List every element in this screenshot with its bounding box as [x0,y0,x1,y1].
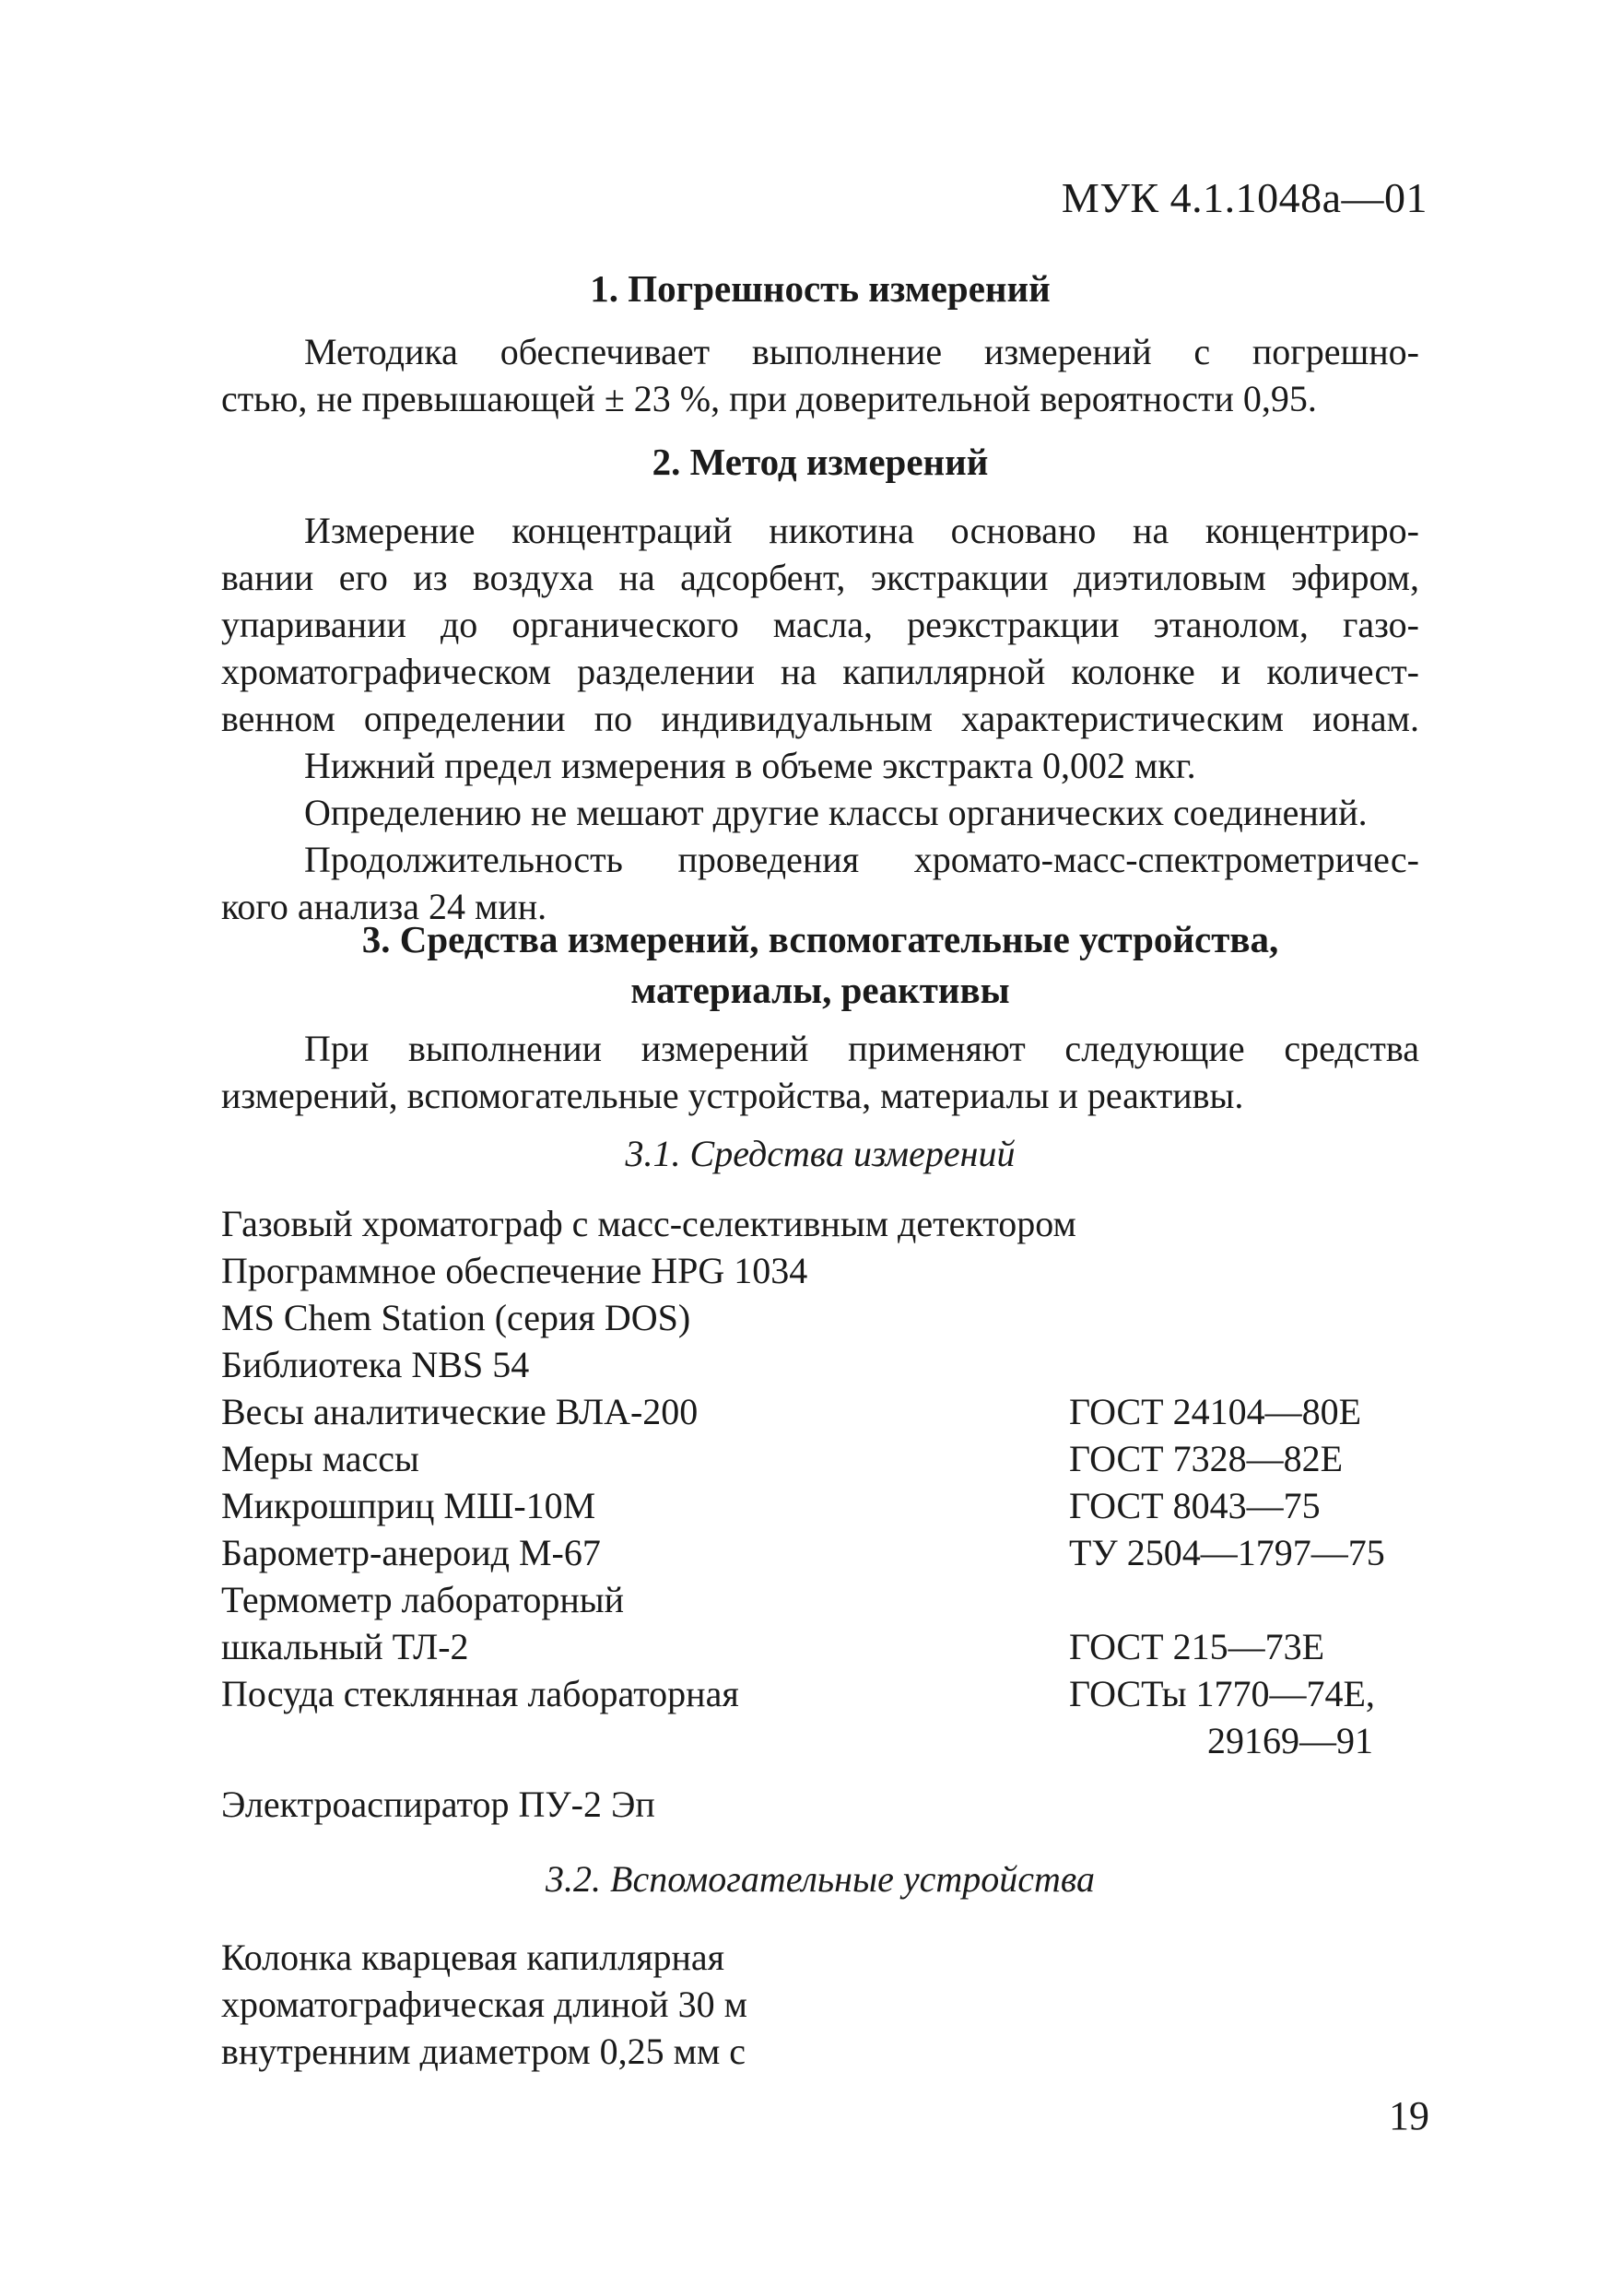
section-1-title: 1. Погрешность измерений [590,267,1051,310]
paragraph-line: кого анализа 24 мин. [221,886,547,927]
instrument-name: Библиотека NBS 54 [221,1344,530,1385]
paragraph-line: внутренним диаметром 0,25 мм с [221,2031,746,2072]
paragraph-line: упаривании до органического масла, реэкстракции этанолом, газо- [221,604,1419,645]
document-code: МУК 4.1.1048а—01 [1061,174,1428,221]
paragraph-line: вании его из воздуха на адсорбент, экстракции диэтиловым эфиром, [221,557,1419,598]
instrument-name: Посуда стеклянная лабораторная [221,1673,739,1714]
instrument-name: Микрошприц МШ-10М [221,1485,596,1526]
instrument-name: Программное обеспечение HPG 1034 [221,1250,808,1291]
paragraph-line: Продолжительность проведения хромато-масс-спектрометричес- [304,839,1419,880]
paragraph-line: измерений, вспомогательные устройства, материалы и реактивы. [221,1075,1244,1116]
instrument-name: Электроаспиратор ПУ-2 Эп [221,1784,655,1825]
paragraph-line: Нижний предел измерения в объеме экстракта 0,002 мкг. [304,745,1196,786]
paragraph-line: хроматографическом разделении на капиллярной колонке и количест- [221,651,1419,692]
instrument-name: Барометр-анероид М-67 [221,1532,601,1573]
paragraph-line: хроматографическая длиной 30 м [221,1984,747,2025]
paragraph-line: Измерение концентраций никотина основано на концентриро- [304,510,1419,551]
instrument-standard: ГОСТ 8043—75 [1069,1485,1321,1526]
instrument-standard: ГОСТ 215—73Е [1069,1626,1325,1667]
paragraph-line: венном определении по индивидуальным характеристическим ионам. [221,698,1419,739]
instrument-name: шкальный ТЛ-2 [221,1626,469,1667]
instrument-name: Термометр лабораторный [221,1579,625,1620]
section-3-title [221,914,1419,1016]
section-2-paragraph-2 [221,742,1419,789]
paragraph-line: При выполнении измерений применяют следующие средства [304,1028,1419,1069]
instrument-name: Меры массы [221,1438,419,1479]
instrument-standard: ГОСТы 1770—74Е, [1069,1673,1375,1714]
instrument-name: Весы аналитические ВЛА-200 [221,1391,699,1432]
paragraph-line: Методика обеспечивает выполнение измерений с погрешно- [304,331,1419,372]
subsection-3-1-title: 3.1. Средства измерений [625,1133,1016,1174]
section-3-intro [221,1025,1419,1119]
section-3-title-line-2: материалы, реактивы [630,969,1010,1011]
section-2-paragraph-1 [221,507,1419,742]
instrument-standard: 29169—91 [1207,1720,1373,1761]
paragraph-line: Определению не мешают другие классы органических соединений. [304,792,1368,833]
instrument-standard: ГОСТ 24104—80Е [1069,1391,1362,1432]
paragraph-line: Колонка кварцевая капиллярная [221,1937,725,1978]
section-1-text [221,328,1419,422]
instrument-standard: ГОСТ 7328—82Е [1069,1438,1344,1479]
auxiliary-devices-text [221,1934,1419,2075]
instrument-name: Газовый хроматограф с масс-селективным детектором [221,1203,1076,1244]
instrument-standard: ТУ 2504—1797—75 [1069,1532,1385,1573]
page-number: 19 [1389,2093,1429,2138]
section-3-title-line-1: 3. Средства измерений, вспомогательные устройства, [361,918,1279,960]
section-2-paragraph-3 [221,789,1419,836]
instrument-name: MS Chem Station (серия DOS) [221,1297,691,1338]
subsection-3-2-title: 3.2. Вспомогательные устройства [546,1858,1095,1900]
section-2-title: 2. Метод измерений [652,441,989,483]
paragraph-line: стью, не превышающей ± 23 %, при доверительной вероятности 0,95. [221,378,1317,419]
